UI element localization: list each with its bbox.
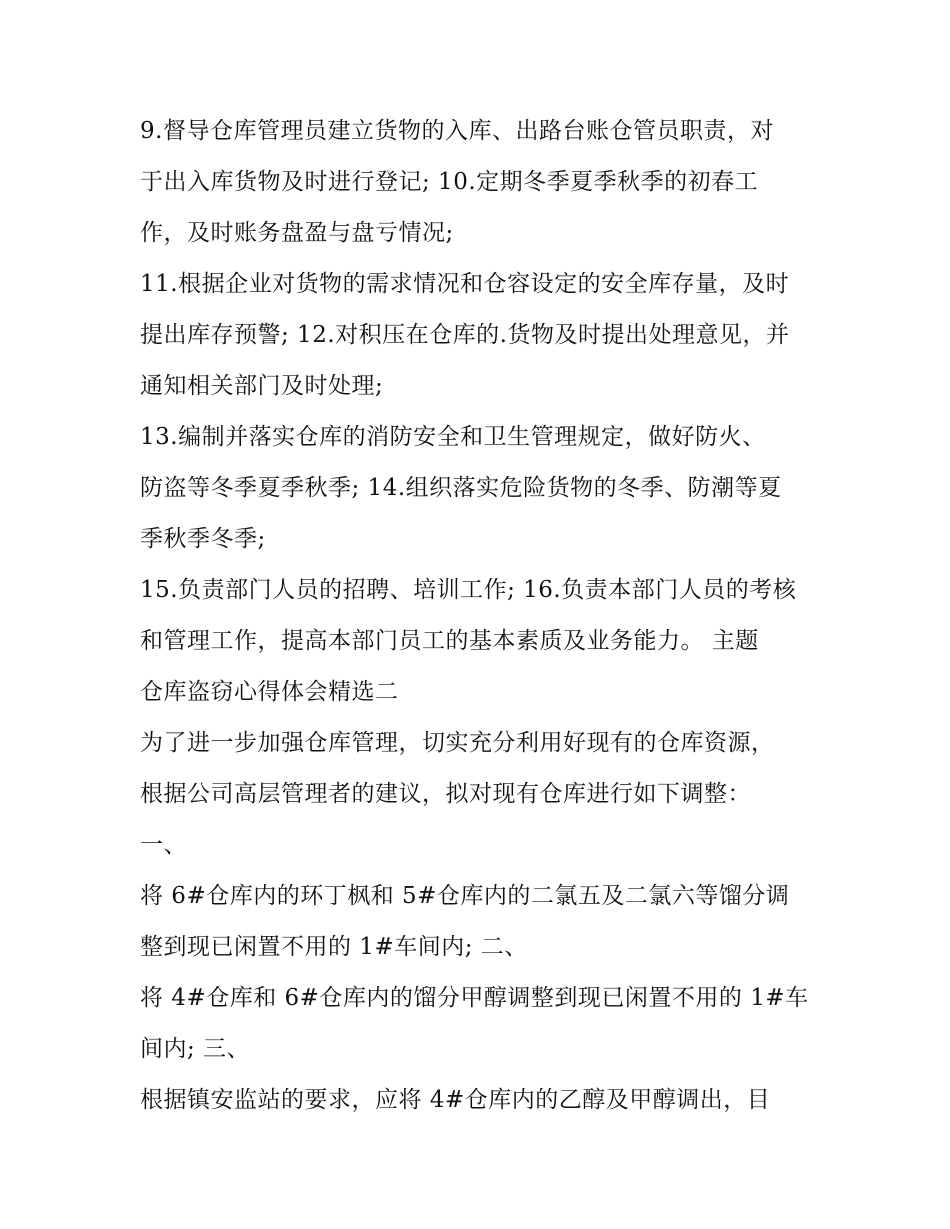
text-line: 为了进一步加强仓库管理，切实充分利用好现有的仓库资源， [140, 730, 775, 756]
text-line: 11.根据企业对货物的需求情况和仓容设定的安全库存量，及时 [140, 271, 790, 297]
text-line: 通知相关部门及时处理; [140, 373, 384, 399]
text-line: 作，及时账务盘盈与盘亏情况; [140, 220, 454, 246]
list-marker: 一、 [140, 832, 187, 858]
text-line: 间内; 三、 [140, 1036, 251, 1062]
text-line: 15.负责部门人员的招聘、培训工作; 16.负责本部门人员的考核 [140, 577, 797, 603]
text-line: 根据镇安监站的要求，应将 4#仓库内的乙醇及甲醇调出，目 [140, 1087, 771, 1113]
text-line: 于出入库货物及时进行登记; 10.定期冬季夏季秋季的初春工 [140, 169, 759, 195]
text-line: 将 6#仓库内的环丁枫和 5#仓库内的二氯五及二氯六等馏分调 [140, 883, 790, 909]
text-line: 9.督导仓库管理员建立货物的入库、出路台账仓管员职责，对 [140, 118, 774, 144]
text-line: 13.编制并落实仓库的消防安全和卫生管理规定，做好防火、 [140, 424, 766, 450]
text-line: 整到现已闲置不用的 1#车间内; 二、 [140, 934, 528, 960]
document-body [140, 106, 820, 1126]
text-line: 和管理工作，提高本部门员工的基本素质及业务能力。 主题 [140, 628, 759, 654]
section-title: 仓库盗窃心得体会精选二 [140, 679, 399, 705]
text-line: 将 4#仓库和 6#仓库内的馏分甲醇调整到现已闲置不用的 1#车 [140, 985, 809, 1011]
text-line: 防盗等冬季夏季秋季; 14.组织落实危险货物的冬季、防潮等夏 [140, 475, 782, 501]
text-line: 根据公司高层管理者的建议，拟对现有仓库进行如下调整： [140, 781, 751, 807]
text-line: 季秋季冬季; [140, 526, 266, 552]
text-line: 提出库存预警; 12.对积压在仓库的.货物及时提出处理意见，并 [140, 322, 790, 348]
